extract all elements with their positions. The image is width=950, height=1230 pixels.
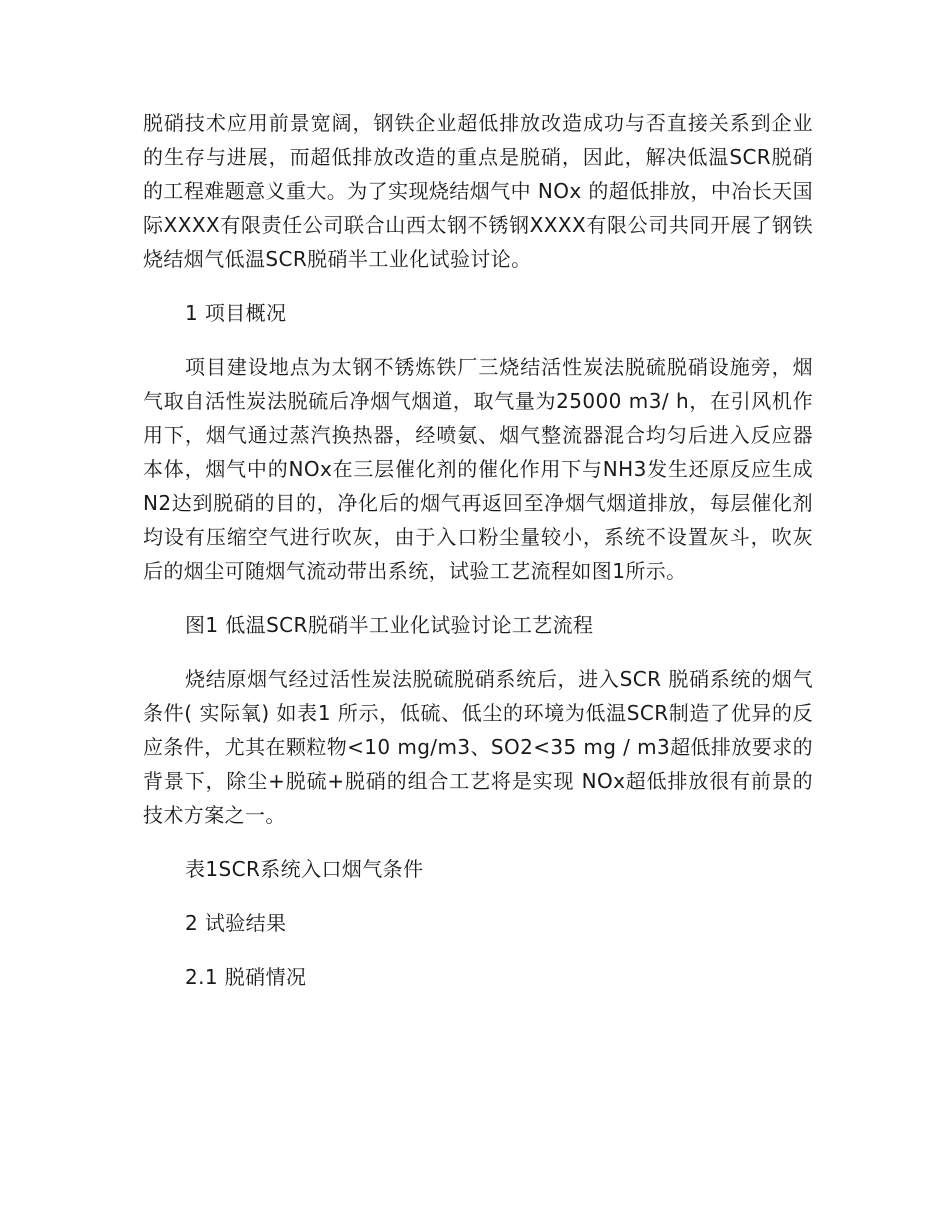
table-caption-1: 表1SCR系统入口烟气条件 (185, 857, 424, 881)
figure-caption-1: 图1 低温SCR脱硝半工业化试验讨论工艺流程 (185, 613, 594, 637)
spacer (143, 642, 813, 662)
section-heading-project-overview: 1 项目概况 (185, 301, 287, 325)
spacer (143, 588, 813, 608)
spacer (143, 940, 813, 960)
paragraph-intro-continued: 脱硝技术应用前景宽阔，钢铁企业超低排放改造成功与否直接关系到企业的生存与进展，而超低排放改造的重点是脱硝，因此，解决低温SCR脱硝的工程难题意义重大。为了实现烧结烟气中 NOx 的超低排放，中冶长天国际XXXX有限责任公司联合山西太钢不锈钢XXXX有限公司共同开展了钢铁烧结烟气低温SCR脱硝半工业化试验讨论。 (143, 111, 813, 271)
spacer (143, 832, 813, 852)
paragraph-flue-gas-conditions: 烧结原烟气经过活性炭法脱硫脱硝系统后，进入SCR 脱硝系统的烟气条件( 实际氧) 如表1 所示，低硫、低尘的环境为低温SCR制造了优异的反应条件，尤其在颗粒物<10 mg/m3、SO2<35 mg / m3超低排放要求的背景下，除尘+脱硫+脱硝的组合工艺将是实现 NOx超低排放很有前景的技术方案之一。 (143, 667, 813, 827)
document-body (143, 106, 813, 994)
paragraph-project-description: 项目建设地点为太钢不锈炼铁厂三烧结活性炭法脱硫脱硝设施旁，烟气取自活性炭法脱硫后净烟气烟道，取气量为25000 m3/ h，在引风机作用下，烟气通过蒸汽换热器，经喷氨、烟气整流器混合均匀后进入反应器本体，烟气中的NOx在三层催化剂的催化作用下与NH3发生还原反应生成N2达到脱硝的目的，净化后的烟气再返回至净烟气烟道排放，每层催化剂均设有压缩空气进行吹灰，由于入口粉尘量较小，系统不设置灰斗，吹灰后的烟尘可随烟气流动带出系统，试验工艺流程如图1所示。 (143, 355, 813, 583)
section-heading-test-results: 2 试验结果 (185, 911, 287, 935)
spacer (143, 886, 813, 906)
spacer (143, 276, 813, 296)
spacer (143, 330, 813, 350)
subsection-heading-denitration: 2.1 脱硝情况 (185, 965, 307, 989)
